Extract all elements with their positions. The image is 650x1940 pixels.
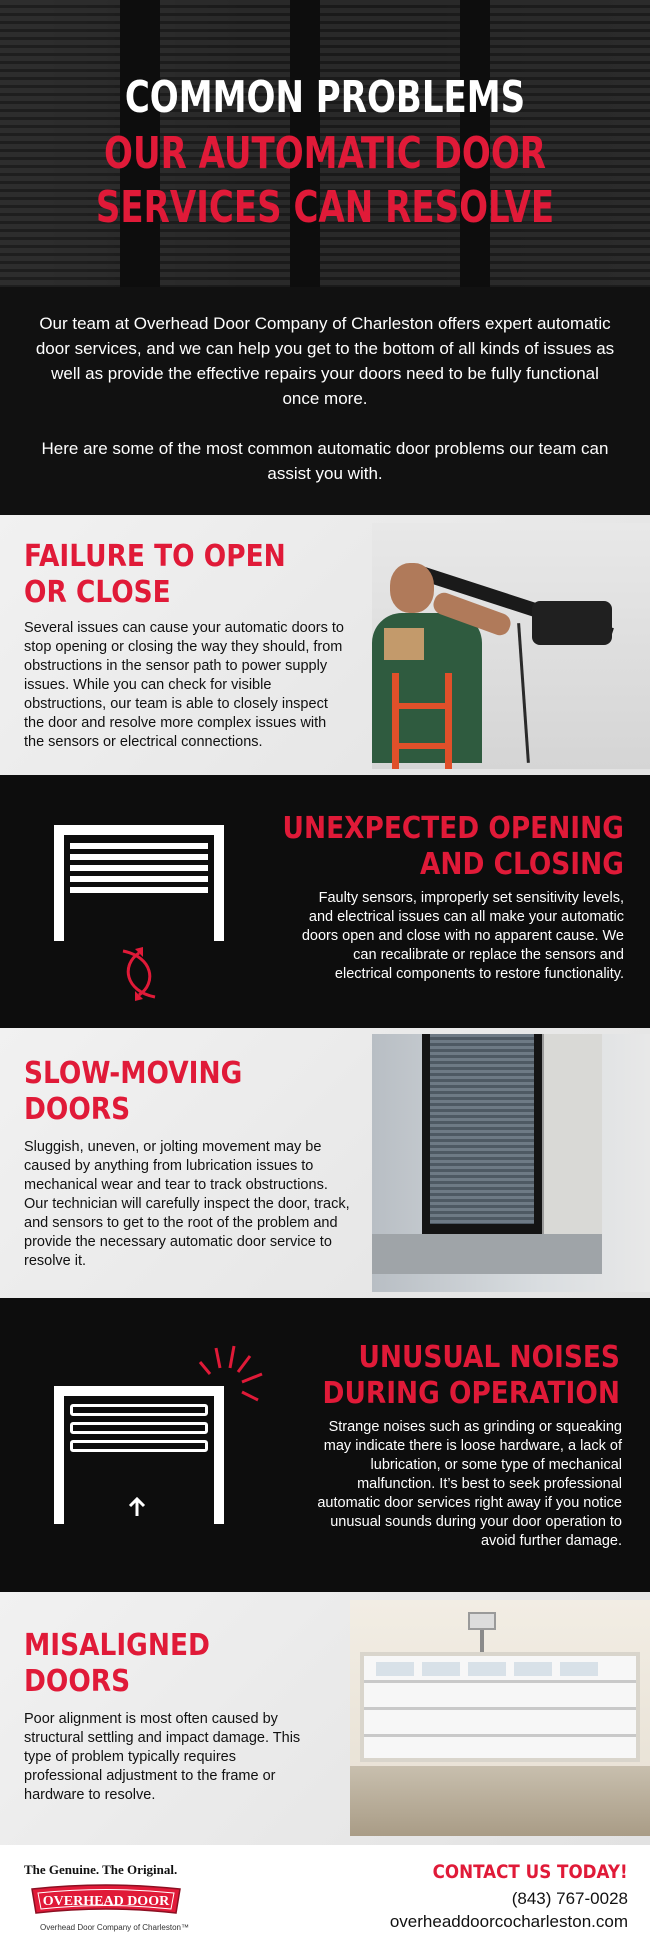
overhead-door-logo bbox=[26, 1883, 186, 1919]
section-body: Strange noises such as grinding or squeaking may indicate there is loose hardware, a lack of lubrication, or some type of mechanical malfunction. It’s best to seek professional automatic door services right away if you notice unusual sounds during your door operation to avoid further damage. bbox=[317, 1419, 622, 1549]
tagline: The Genuine. The Original. bbox=[24, 1862, 178, 1877]
section-unexpected-opening bbox=[0, 775, 650, 1028]
section-misaligned bbox=[0, 1592, 650, 1845]
hero-title-line3: SERVICES CAN RESOLVE bbox=[95, 182, 555, 233]
hero-title-line1: COMMON PROBLEMS bbox=[124, 72, 526, 123]
section-title-line: AND CLOSING bbox=[420, 847, 624, 882]
section-slow-moving bbox=[0, 1028, 650, 1298]
section-title bbox=[24, 539, 286, 611]
contact-heading: CONTACT US TODAY! bbox=[432, 1861, 628, 1883]
section-body: Sluggish, uneven, or jolting movement may be caused by anything from lubrication issues to mechanical wear and tear to track obstructions. Our technician will carefully inspect the door, track, and sensors to get to the root of the problem and provide the necessary automatic door service to resolve it. bbox=[24, 1139, 350, 1269]
section-body: Faulty sensors, improperly set sensitivity levels, and electrical issues can all make your automatic doors open and close with no apparent cause. We can recalibrate or replace the sensors and electrical components to restore functionality. bbox=[301, 890, 624, 982]
svg-text:OVERHEAD DOOR: OVERHEAD DOOR bbox=[42, 1894, 170, 1909]
section-body: Poor alignment is most often caused by structural settling and impact damage. This type of problem typically requires professional adjustment to the frame or hardware to resolve. bbox=[24, 1711, 301, 1803]
section-title-line: OR CLOSE bbox=[24, 575, 171, 610]
intro-section bbox=[0, 287, 650, 515]
phone-number[interactable]: (843) 767-0028 bbox=[511, 1889, 628, 1908]
arrow-up-icon bbox=[128, 1496, 146, 1518]
section-body: Several issues can cause your automatic doors to stop opening or closing the way they should, from obstructions in the sensor path to power supply issues. While you can check for visible obstructions, our team is able to closely inspect the door and resolve more complex issues with the sensors or electrical connections. bbox=[24, 620, 344, 750]
section-title-line: SLOW-MOVING bbox=[24, 1056, 243, 1091]
footer bbox=[0, 1845, 650, 1940]
intro-paragraph: Here are some of the most common automatic door problems our team can assist you with. bbox=[41, 439, 609, 483]
section-title bbox=[323, 1340, 620, 1412]
roll-up-door-photo bbox=[372, 1034, 650, 1292]
hero-banner bbox=[0, 0, 650, 287]
hero-title-line2: OUR AUTOMATIC DOOR bbox=[104, 128, 546, 179]
technician-photo bbox=[372, 523, 650, 769]
garage-door-icon bbox=[54, 825, 224, 941]
section-title bbox=[283, 811, 624, 883]
section-title-line: DOORS bbox=[24, 1092, 131, 1127]
cycle-arrows-icon bbox=[113, 943, 165, 1005]
intro-paragraph: Our team at Overhead Door Company of Charleston offers expert automatic door services, and we can help you get to the bottom of all kinds of issues as well as provide the effective repairs your doors need to be fully functional once more. bbox=[35, 314, 615, 408]
garage-interior-photo bbox=[350, 1600, 650, 1836]
section-title bbox=[24, 1056, 242, 1128]
section-title bbox=[24, 1628, 210, 1700]
section-title-line: UNEXPECTED OPENING bbox=[282, 811, 624, 846]
section-title-line: DURING OPERATION bbox=[322, 1376, 620, 1411]
section-unusual-noises bbox=[0, 1298, 650, 1592]
section-title-line: DOORS bbox=[24, 1664, 131, 1699]
section-title-line: MISALIGNED bbox=[24, 1628, 210, 1663]
website-link[interactable]: overheaddoorcocharleston.com bbox=[389, 1912, 628, 1931]
section-title-line: UNUSUAL NOISES bbox=[358, 1340, 620, 1375]
section-failure-to-open bbox=[0, 515, 650, 775]
section-title-line: FAILURE TO OPEN bbox=[24, 539, 286, 574]
logo-subtitle: Overhead Door Company of Charleston™ bbox=[40, 1923, 189, 1932]
